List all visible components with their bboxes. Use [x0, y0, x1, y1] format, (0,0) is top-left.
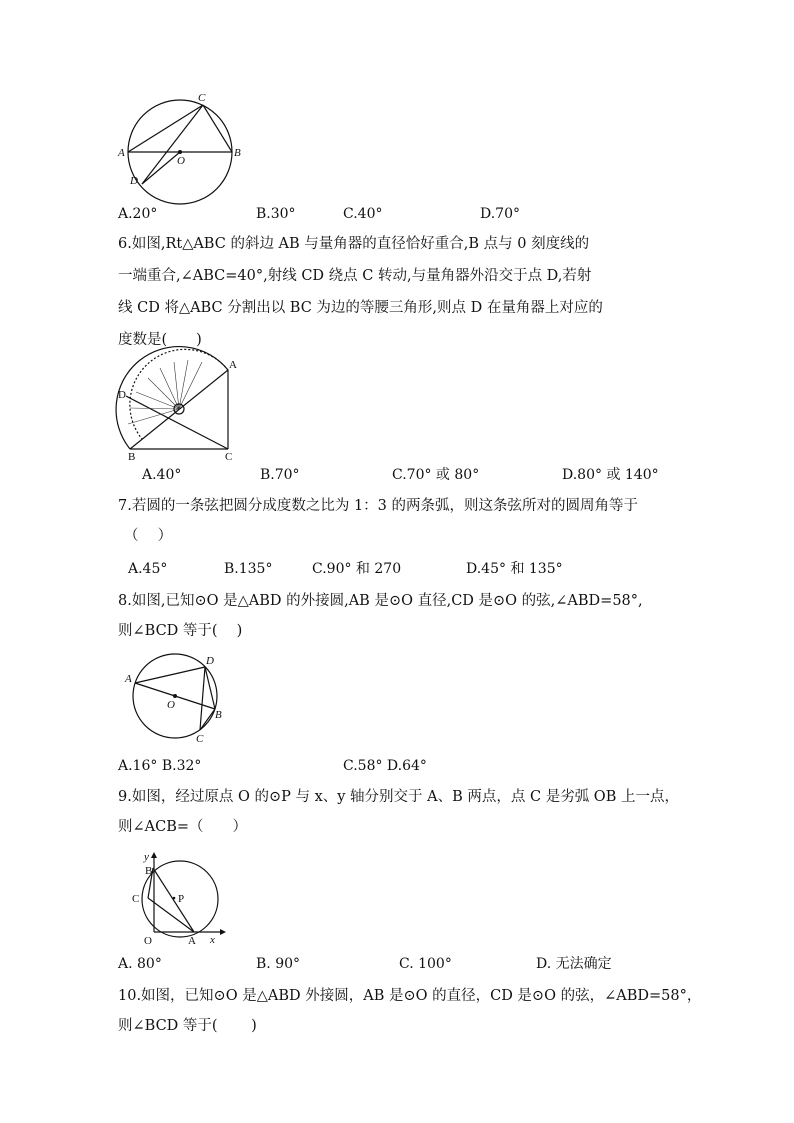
q9-option-b: B. 90° [256, 956, 301, 972]
q9-label-C: C [132, 893, 140, 905]
q10-line-2: 则∠BCD 等于( ) [118, 1018, 257, 1034]
q10-line-1: 10.如图，已知⊙O 是△ABD 外接圆，AB 是⊙O 的直径，CD 是⊙O 的弦，∠ABD=58°， [118, 988, 702, 1004]
q8-option-cd: C.58° D.64° [343, 758, 427, 774]
q8-label-D: D [206, 655, 214, 667]
q5-label-C: C [198, 92, 206, 104]
q6-option-a: A.40° [142, 467, 182, 483]
q7-option-d: D.45° 和 135° [466, 561, 563, 577]
q5-option-c: C.40° [343, 206, 383, 222]
q7-line-2: （ ） [124, 528, 173, 544]
q5-label-O: O [177, 155, 185, 167]
q5-label-A: A [118, 147, 125, 159]
q8-line-2: 则∠BCD 等于( ) [118, 623, 243, 639]
q6-label-B: B [128, 451, 136, 463]
q5-label-D: D [130, 175, 138, 187]
q8-line-1: 8.如图,已知⊙O 是△ABD 的外接圆,AB 是⊙O 直径,CD 是⊙O 的弦,∠ABD=58°, [118, 593, 643, 609]
q9-label-P: P [178, 893, 185, 905]
q6-line-4: 度数是( ) [118, 332, 202, 348]
q7-option-b: B.135° [224, 561, 273, 577]
q9-option-d: D. 无法确定 [536, 956, 612, 972]
q6-label-A: A [229, 359, 237, 371]
q7-line-1: 7.若圆的一条弦把圆分成度数之比为 1：3 的两条弧，则这条弦所对的圆周角等于 [118, 498, 639, 514]
q9-label-A: A [188, 935, 196, 947]
q8-label-C: C [196, 733, 204, 745]
q6-label-C: C [225, 451, 233, 463]
q9-option-c: C. 100° [399, 956, 452, 972]
q6-protractor-figure [118, 352, 248, 462]
q8-label-O: O [167, 699, 175, 711]
q7-option-c: C.90° 和 270 [312, 561, 402, 577]
q5-option-d: D.70° [480, 206, 520, 222]
q9-label-x: x [210, 934, 215, 946]
q9-option-a: A. 80° [118, 956, 162, 972]
q8-label-A: A [125, 673, 132, 685]
q9-figure [128, 852, 228, 947]
q6-label-D: D [118, 389, 126, 401]
q6-line-2: 一端重合,∠ABC=40°,射线 CD 绕点 C 转动,与量角器外沿交于点 D,若射 [118, 268, 592, 284]
q9-label-B: B [145, 865, 153, 877]
q9-label-y: y [144, 851, 149, 863]
q7-option-a: A.45° [128, 561, 168, 577]
q5-figure [118, 90, 248, 200]
q9-line-2: 则∠ACB=（ ） [118, 819, 248, 835]
q8-figure [120, 650, 230, 750]
q5-option-a: A.20° [118, 206, 158, 222]
q5-option-b: B.30° [256, 206, 296, 222]
q8-option-ab: A.16° B.32° [118, 758, 202, 774]
q8-label-B: B [215, 709, 222, 721]
q9-label-O: O [144, 935, 152, 947]
q6-line-1: 6.如图,Rt△ABC 的斜边 AB 与量角器的直径恰好重合,B 点与 0 刻度线的 [118, 236, 590, 252]
q6-line-3: 线 CD 将△ABC 分割出以 BC 为边的等腰三角形,则点 D 在量角器上对应的 [118, 300, 603, 316]
q6-option-d: D.80° 或 140° [562, 467, 659, 483]
q6-option-c: C.70° 或 80° [392, 467, 480, 483]
q6-option-b: B.70° [260, 467, 300, 483]
q9-line-1: 9.如图，经过原点 O 的⊙P 与 x、y 轴分别交于 A、B 两点，点 C 是劣弧 OB 上一点， [118, 789, 679, 805]
q5-label-B: B [234, 147, 241, 159]
